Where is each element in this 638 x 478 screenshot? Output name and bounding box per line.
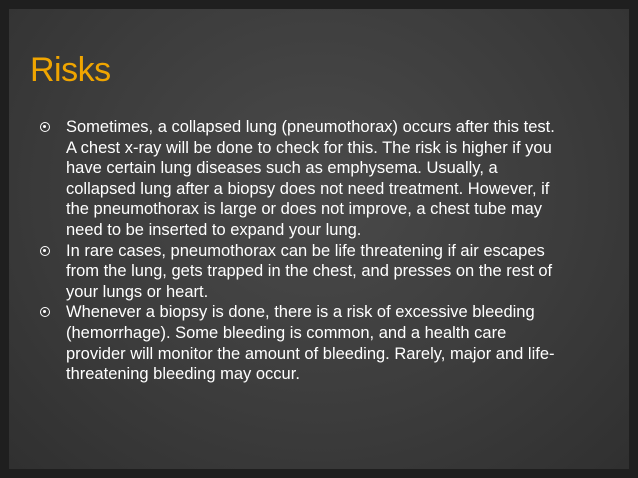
bullet-item (40, 241, 560, 303)
slide-frame-top (0, 0, 638, 9)
bullet-item (40, 117, 560, 241)
slide-frame-left (0, 0, 9, 478)
slide-frame-bottom (0, 469, 638, 478)
bullet-text: In rare cases, pneumothorax can be life threatening if air escapes from the lung, gets trapped in the chest, and presses on the rest of your lungs or heart. (66, 241, 553, 301)
slide-title: Risks (30, 51, 111, 89)
bullet-text: Sometimes, a collapsed lung (pneumothorax) occurs after this test. A chest x-ray will be done to check for this. The risk is higher if you have certain lung diseases such as emphysema. Usually, a collapsed lung after a biopsy does not need treatment. However, if the pneumothorax is large or does not improve, a chest tube may need to be inserted to expand your lung. (66, 118, 555, 239)
slide-frame-right (629, 0, 638, 478)
circle-bullet-icon (40, 307, 50, 317)
circle-bullet-icon (40, 122, 50, 132)
bullet-list (40, 117, 560, 385)
bullet-item (40, 302, 560, 384)
circle-bullet-icon (40, 246, 50, 256)
bullet-text: Whenever a biopsy is done, there is a risk of excessive bleeding (hemorrhage). Some bleeding is common, and a health care provider will monitor the amount of bleeding. Rarely, major and life-threatening bleeding may occur. (66, 303, 555, 384)
